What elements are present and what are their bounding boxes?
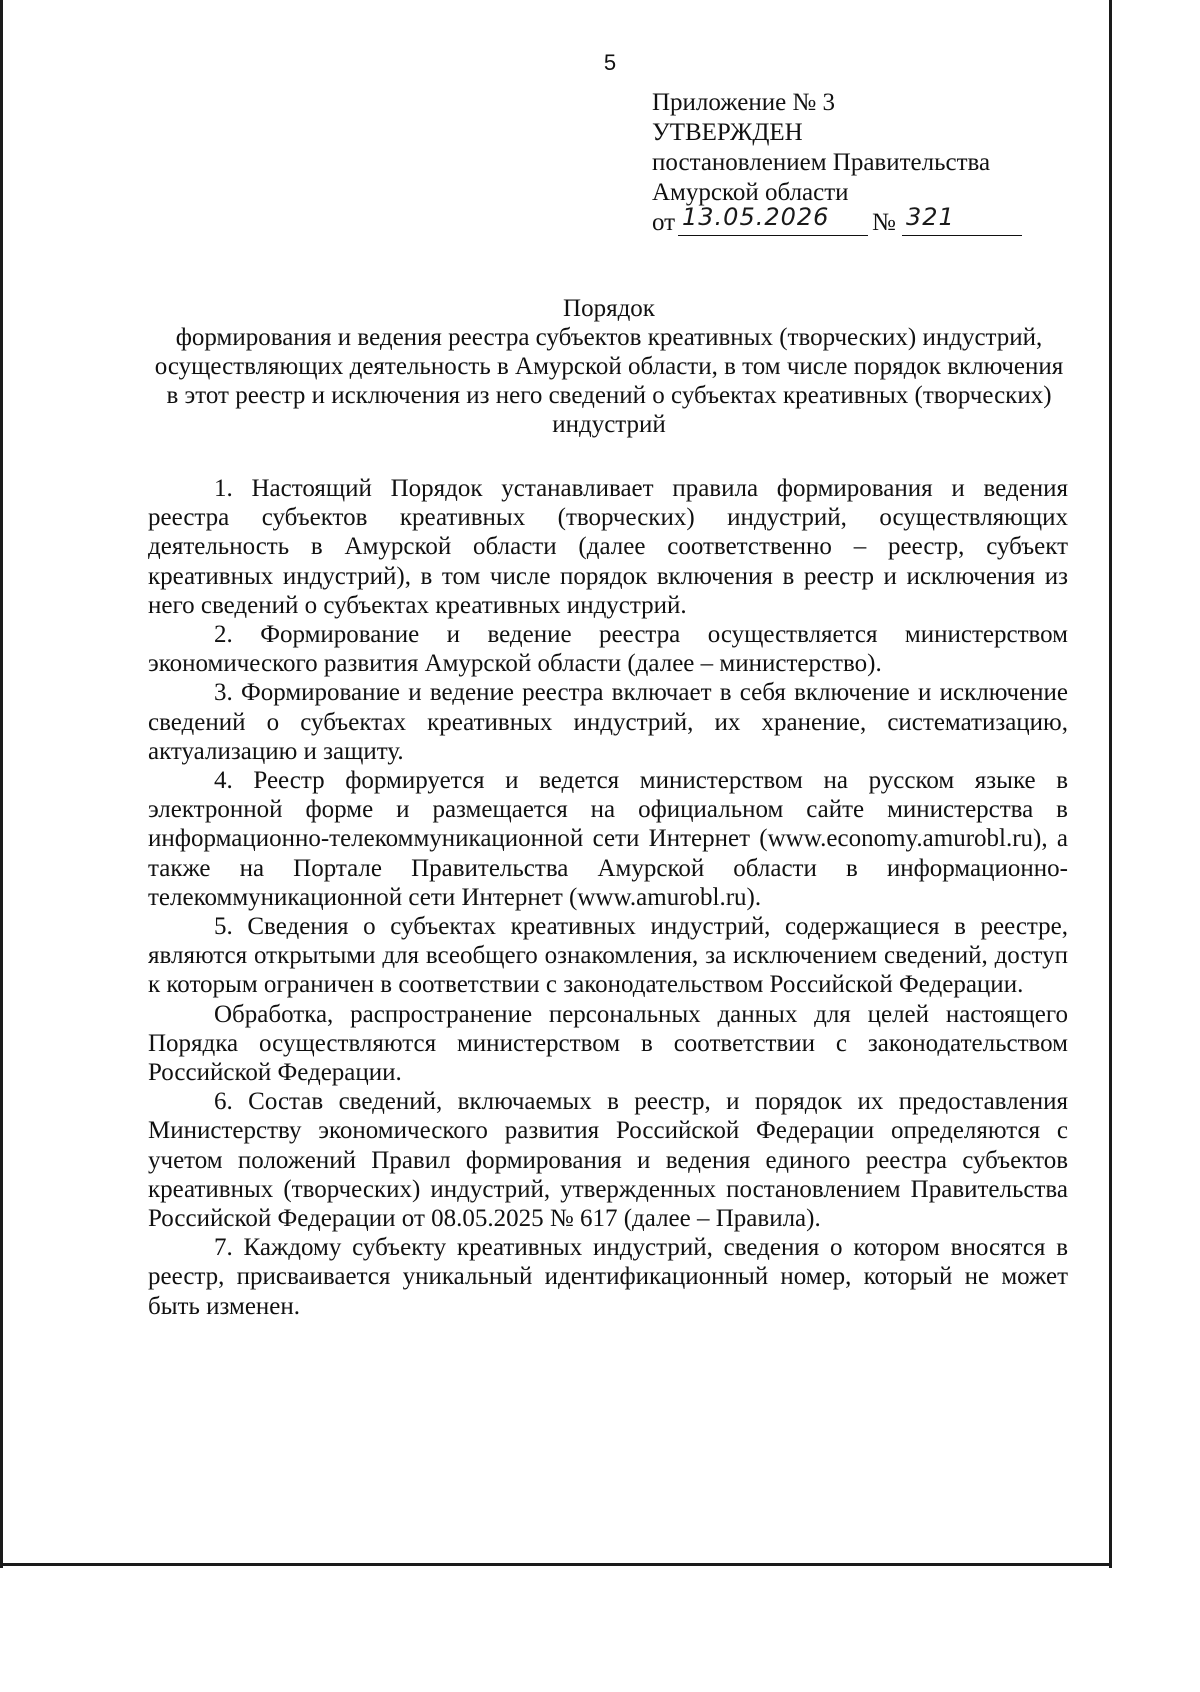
resolution-label: постановлением Правительства	[652, 149, 991, 176]
title-heading: Порядок	[563, 295, 655, 322]
handwritten-number: 321	[906, 203, 955, 231]
approved-label: УТВЕРЖДЕН	[652, 119, 803, 146]
scan-border-right	[1109, 0, 1112, 1568]
scan-border-bottom	[0, 1563, 1112, 1566]
number-underline	[902, 235, 1022, 236]
date-prefix: от	[652, 209, 676, 236]
handwritten-date: 13.05.2026	[682, 203, 830, 231]
document-body	[148, 474, 1068, 1321]
document-title	[150, 294, 1068, 439]
number-prefix: №	[872, 209, 896, 236]
page-number: 5	[603, 50, 617, 75]
date-number-line	[652, 203, 1052, 242]
paragraph-7: 7. Каждому субъекту креативных индустрий, сведения о котором вносятся в реестр, присваивается уникальный идентификационный номер, который не может быть изменен.	[148, 1234, 1068, 1320]
region-label: Амурской области	[652, 179, 849, 206]
appendix-label: Приложение № 3	[652, 89, 836, 116]
date-underline	[678, 235, 868, 236]
paragraph-5: 5. Сведения о субъектах креативных индустрий, содержащиеся в реестре, являются открытыми для всеобщего ознакомления, за исключением сведений, доступ к которым ограничен в соответствии с законодательством Российской Федерации.	[148, 913, 1068, 999]
paragraph-5-continued: Обработка, распространение персональных данных для целей настоящего Порядка осуществляются министерством в соответствии с законодательством Российской Федерации.	[148, 1000, 1068, 1087]
paragraph-4: 4. Реестр формируется и ведется министерством на русском языке в электронной форме и размещается на официальном сайте министерства в информационно-телекоммуникационной сети Интернет (www.economy.amurobl.ru), а также на Портале Правительства Амурской области в информационно-телекоммуникационной сети Интернет (www.amurobl.ru).	[148, 767, 1068, 911]
paragraph-6: 6. Состав сведений, включаемых в реестр, и порядок их предоставления Министерству экономического развития Российской Федерации определяются с учетом положений Правил формирования и ведения единого реестра субъектов креативных (творческих) индустрий, утвержденных постановлением Правительства Российской Федерации от 08.05.2025 № 617 (далее – Правила).	[148, 1088, 1068, 1233]
title-subtitle: формирования и ведения реестра субъектов креативных (творческих) индустрий, осуществляющих деятельность в Амурской области, в том числе порядок включения в этот реестр и исключения из него сведений о субъектах креативных (творческих) индустрий	[154, 324, 1064, 438]
scan-border-left	[0, 0, 3, 1568]
paragraph-3: 3. Формирование и ведение реестра включает в себя включение и исключение сведений о субъектах креативных индустрий, их хранение, систематизацию, актуализацию и защиту.	[148, 679, 1068, 765]
paragraph-1: 1. Настоящий Порядок устанавливает правила формирования и ведения реестра субъектов креативных (творческих) индустрий, осуществляющих деятельность в Амурской области (далее соответственно – реестр, субъект креативных индустрий), в том числе порядок включения в реестр и исключения из него сведений о субъектах креативных индустрий.	[148, 475, 1068, 619]
paragraph-2: 2. Формирование и ведение реестра осуществляется министерством экономического развития Амурской области (далее – министерство).	[148, 621, 1068, 678]
approval-block	[652, 88, 1052, 242]
